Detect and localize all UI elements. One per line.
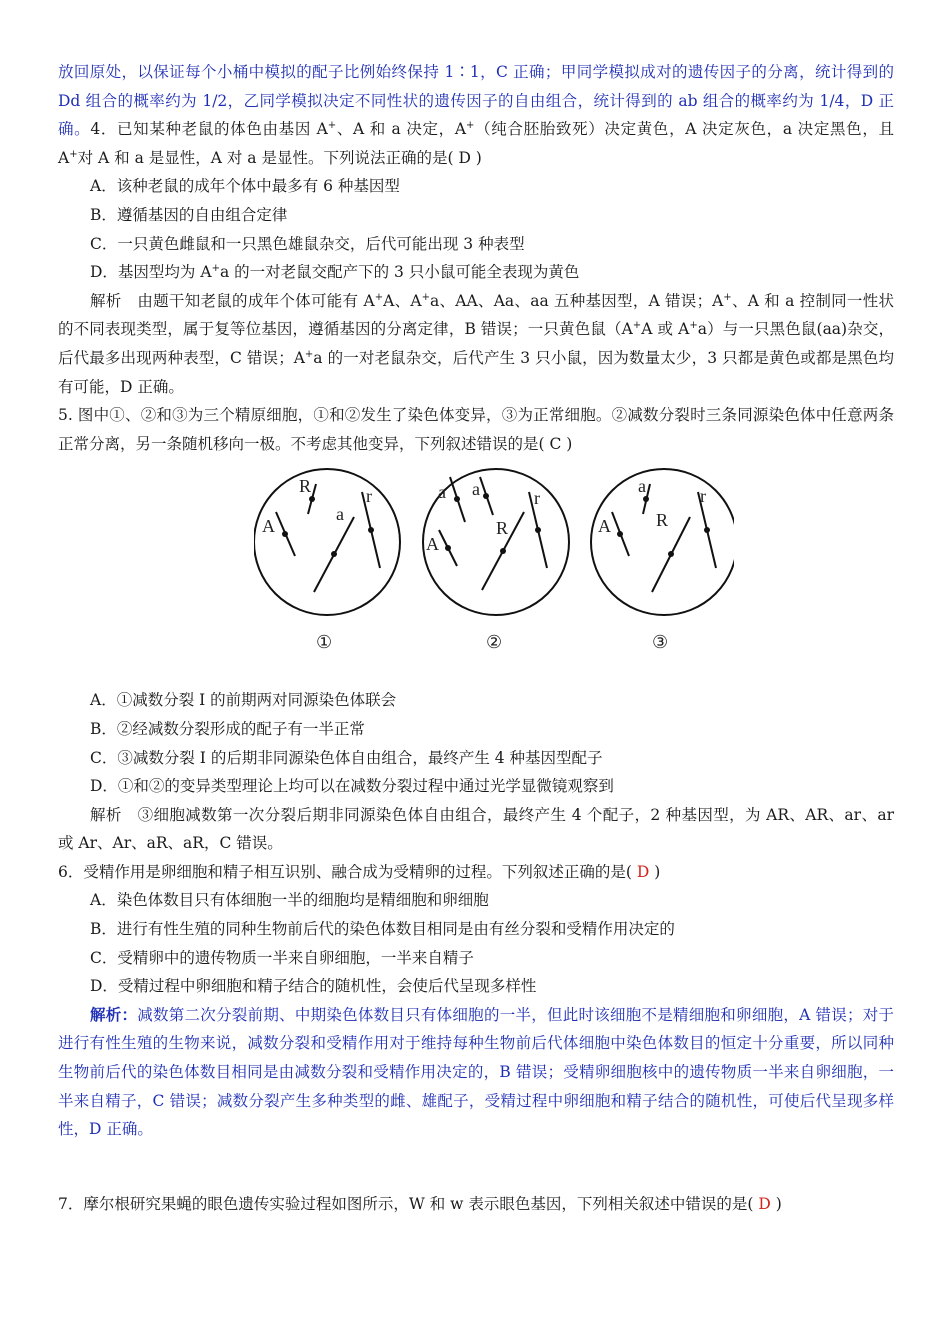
q6-analysis: 解析：减数第二次分裂前期、中期染色体数目只有体细胞的一半，但此时该细胞不是精细胞和卵细胞，A 错误；对于进行有性生殖的生物来说，减数分裂和受精作用对于维持每种生物前后代体细胞中染色体数目的恒定十分重要，所以同种生物前后代的染色体数目相同是由减数分裂和受精作用决定的，B 错误；受精卵细胞核中的遗传物质一半来自卵细胞，一半来自精子，C 错误；减数分裂产生多种类型的雌、雄配子，受精过程中卵细胞和精子结合的随机性，可使后代呈现多样性，D 正确。 — [58, 1004, 894, 1139]
cell-1-label-A: A — [262, 516, 275, 537]
q6-option-c: C．受精卵中的遗传物质一半来自卵细胞，一半来自精子 — [90, 948, 474, 967]
cell-1-label-a: a — [336, 504, 344, 525]
cell-2-label-a1: a — [438, 482, 446, 503]
cell-3-membrane — [591, 469, 734, 615]
cell-3-centromere-r — [704, 527, 710, 533]
cell-3-label-a: a — [638, 476, 646, 497]
cell-1-centromere-A — [282, 531, 288, 537]
cell-2-caption: ② — [486, 632, 503, 654]
cell-3-centromere-a — [643, 496, 649, 502]
q6-analysis-label: 解析： — [90, 1004, 138, 1024]
q5-option-b: B．②经减数分裂形成的配子有一半正常 — [90, 719, 365, 738]
q6-option-a: A．染色体数目只有体细胞一半的细胞均是精细胞和卵细胞 — [90, 891, 489, 910]
q6-stem: 6．受精作用是卵细胞和精子相互识别、融合成为受精卵的过程。下列叙述正确的是( D ) — [58, 862, 661, 881]
cell-1-membrane — [254, 469, 400, 615]
q7-answer: D — [753, 1194, 776, 1213]
cell-1-centromere-r — [368, 527, 374, 533]
cell-3-centromere-R — [668, 551, 674, 557]
q5-option-a: A．①减数分裂 I 的前期两对同源染色体联会 — [90, 691, 397, 710]
q4-option-b: B．遵循基因的自由组合定律 — [90, 205, 288, 224]
q3-analysis-tail: 放回原处，以保证每个小桶中模拟的配子比例始终保持 1∶1，C 正确；甲同学模拟成对的遗传因子的分离，统计得到的 Dd 组合的概率约为 1/2，乙同学模拟决定不同性状的遗传因子的自由组合，统计得到的 ab 组合的概率约为 1/4，D 正确。 — [58, 63, 894, 139]
cell-2-label-A: A — [426, 534, 439, 555]
q6-option-b: B．进行有性生殖的同种生物前后代的染色体数目相同是由有丝分裂和受精作用决定的 — [90, 920, 675, 939]
q4-option-a: A．该种老鼠的成年个体中最多有 6 种基因型 — [90, 177, 400, 196]
q6-option-d: D．受精过程中卵细胞和精子结合的随机性，会使后代呈现多样性 — [90, 977, 537, 996]
q5-option-c: C．③减数分裂 I 的后期非同源染色体自由组合，最终产生 4 种基因型配子 — [90, 748, 603, 767]
cell-3-label-A: A — [598, 516, 611, 537]
cell-2-label-a2: a — [472, 479, 480, 500]
cell-2-centromere-a1 — [454, 496, 460, 502]
document-page — [58, 58, 894, 1218]
q4-analysis: 解析 由题干知老鼠的成年个体可能有 A+A、A+a、AA、Aa、aa 五种基因型，A 错误；A+、A 和 a 控制同一性状的不同表现类型，属于复等位基因，遵循基因的分离定律，B 错误；一只黄色鼠（A+A 或 A+a）与一只黑色鼠(aa)杂交，后代最多出现两种表型，C 错误；A+a 的一对老鼠杂交，后代产生 3 只小鼠，因为数量太少，3 只都是黄色或都是黑色均有可能，D 正确。 — [58, 291, 895, 396]
cell-diagram — [254, 462, 734, 682]
cell-1-label-R: R — [299, 476, 312, 497]
cell-1-centromere-a — [331, 551, 337, 557]
q4-answer: D — [453, 148, 476, 167]
q5-cell-figure — [58, 462, 894, 682]
q5-analysis: 解析 ③细胞减数第一次分裂后期非同源染色体自由组合，最终产生 4 个配子，2 种基因型，为 AR、AR、ar、ar 或 Ar、Ar、aR、aR，C 错误。 — [58, 805, 894, 853]
q7-stem: 7．摩尔根研究果蝇的眼色遗传实验过程如图所示，W 和 w 表示眼色基因，下列相关叙述中错误的是( D ) — [58, 1194, 782, 1213]
cell-1-centromere-R — [309, 496, 315, 502]
cell-2-label-r: r — [534, 488, 540, 509]
cell-3-label-r: r — [700, 486, 706, 507]
q4-option-d: D．基因型均为 A+a 的一对老鼠交配产下的 3 只小鼠可能全表现为黄色 — [90, 263, 580, 282]
cell-1-caption: ① — [316, 632, 333, 654]
q5-stem: 5. 图中①、②和③为三个精原细胞，①和②发生了染色体变异，③为正常细胞。②减数分裂时三条同源染色体中任意两条正常分离，另一条随机移向一极。不考虑其他变异，下列叙述错误的是( C ) — [58, 406, 894, 453]
cell-2-centromere-r — [535, 527, 541, 533]
cell-3-centromere-A — [617, 531, 623, 537]
cell-2-label-R: R — [496, 518, 509, 539]
cell-1-label-r: r — [366, 486, 372, 507]
cell-2-centromere-R — [500, 548, 506, 554]
q6-answer: D — [631, 862, 655, 881]
q5-option-d: D．①和②的变异类型理论上均可以在减数分裂过程中通过光学显微镜观察到 — [90, 777, 614, 796]
q4-paragraph: 放回原处，以保证每个小桶中模拟的配子比例始终保持 1∶1，C 正确；甲同学模拟成对的遗传因子的分离，统计得到的 Dd 组合的概率约为 1/2，乙同学模拟决定不同性状的遗传因子的自由组合，统计得到的 ab 组合的概率约为 1/4，D 正确。4．已知某种老鼠的体色由基因 A+、A 和 a 决定，A+（纯合胚胎致死）决定黄色，A 决定灰色，a 决定黑色，且 A+对 A 和 a 是显性，A 对 a 是显性。下列说法正确的是( D ) — [58, 63, 894, 167]
q5-answer: C — [544, 434, 567, 453]
q4-option-c: C．一只黄色雌鼠和一只黑色雄鼠杂交，后代可能出现 3 种表型 — [90, 234, 525, 253]
cell-2-centromere-a2 — [483, 493, 489, 499]
cell-2-centromere-A — [445, 545, 451, 551]
cell-3-label-R: R — [656, 510, 669, 531]
cell-3-caption: ③ — [652, 632, 669, 654]
